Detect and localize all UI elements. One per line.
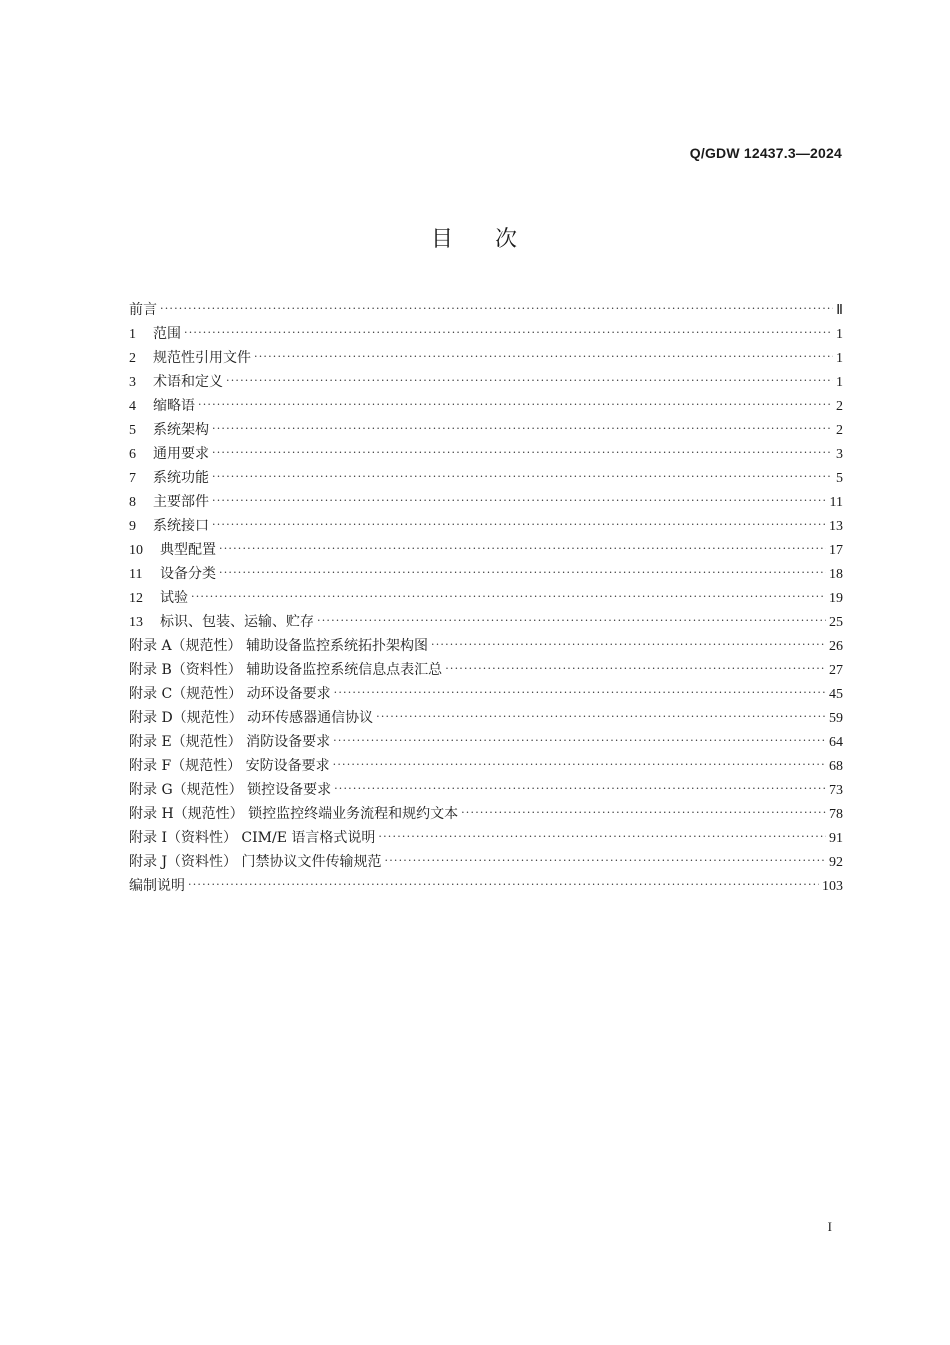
toc-dot-leader — [198, 393, 833, 417]
toc-entry-label — [129, 610, 314, 635]
toc-entry[interactable] — [129, 418, 843, 442]
toc-entry-number: 12 — [129, 591, 143, 606]
toc-entry[interactable] — [129, 634, 843, 658]
toc-entry-text: 编制说明 — [129, 878, 185, 894]
toc-entry-page: 2 — [836, 423, 843, 438]
toc-entry-text: 附录 I（资料性） CIM/E 语言格式说明 — [129, 830, 376, 846]
toc-entry[interactable] — [129, 730, 843, 754]
toc-entry-text: 附录 F（规范性） 安防设备要求 — [129, 758, 330, 774]
toc-entry-page: 59 — [829, 711, 843, 726]
toc-entry-text: 附录 A（规范性） 辅助设备监控系统拓扑架构图 — [129, 638, 429, 654]
toc-entry-label — [129, 346, 251, 371]
toc-entry-page: 91 — [829, 831, 843, 846]
toc-entry[interactable] — [129, 874, 843, 898]
toc-entry-text: 试验 — [160, 590, 188, 606]
toc-entry-text: 系统功能 — [153, 470, 209, 486]
toc-entry-text: 典型配置 — [160, 542, 216, 558]
toc-entry[interactable] — [129, 514, 843, 538]
toc-entry-page: 25 — [829, 615, 843, 630]
toc-entry-page: 1 — [836, 327, 843, 342]
toc-entry-page: 103 — [822, 879, 843, 894]
toc-entry[interactable] — [129, 298, 843, 322]
toc-dot-leader — [461, 801, 826, 825]
toc-dot-leader — [333, 753, 826, 777]
toc-entry-page: 1 — [836, 375, 843, 390]
toc-entry-text: 系统接口 — [153, 518, 209, 534]
toc-entry-number: 8 — [129, 495, 136, 510]
toc-dot-leader — [431, 633, 826, 657]
toc-entry[interactable] — [129, 442, 843, 466]
toc-entry-page: 2 — [836, 399, 843, 414]
toc-entry[interactable] — [129, 826, 843, 850]
toc-entry-page: 45 — [829, 687, 843, 702]
toc-dot-leader — [188, 873, 819, 897]
toc-entry[interactable] — [129, 850, 843, 874]
toc-entry-text: 附录 J（资料性） 门禁协议文件传输规范 — [129, 854, 382, 870]
toc-entry-label — [129, 394, 195, 419]
toc-entry-page: 3 — [836, 447, 843, 462]
toc-entry-page: Ⅱ — [836, 303, 843, 318]
toc-entry-page: 19 — [829, 591, 843, 606]
toc-entry[interactable] — [129, 754, 843, 778]
toc-entry-text: 系统架构 — [153, 422, 209, 438]
toc-entry-label — [129, 562, 216, 587]
toc-entry-number: 5 — [129, 423, 136, 438]
toc-dot-leader — [226, 369, 833, 393]
toc-dot-leader — [254, 345, 833, 369]
toc-entry-page: 18 — [829, 567, 843, 582]
table-of-contents — [129, 298, 843, 898]
toc-entry[interactable] — [129, 370, 843, 394]
toc-entry-page: 13 — [829, 519, 843, 534]
toc-entry-number: 10 — [129, 543, 143, 558]
toc-entry[interactable] — [129, 706, 843, 730]
toc-entry-label — [129, 754, 330, 778]
toc-entry-text: 附录 B（资料性） 辅助设备监控系统信息点表汇总 — [129, 662, 443, 678]
toc-dot-leader — [212, 489, 827, 513]
toc-entry-text: 缩略语 — [153, 398, 195, 414]
toc-entry-label — [129, 730, 330, 754]
toc-entry-page: 73 — [829, 783, 843, 798]
toc-entry-number: 2 — [129, 351, 136, 366]
toc-entry-label — [129, 802, 458, 826]
page-number: I — [827, 1219, 832, 1234]
toc-entry-label — [129, 418, 209, 443]
toc-entry-label — [129, 586, 188, 611]
toc-entry-page: 1 — [836, 351, 843, 366]
toc-entry-page: 78 — [829, 807, 843, 822]
toc-entry-label — [129, 658, 442, 682]
toc-entry[interactable] — [129, 658, 843, 682]
toc-entry-number: 13 — [129, 615, 143, 630]
toc-entry-text: 附录 G（规范性） 锁控设备要求 — [129, 782, 332, 798]
toc-entry-text: 范围 — [153, 326, 181, 342]
toc-entry-text: 附录 E（规范性） 消防设备要求 — [129, 734, 331, 750]
toc-entry-number: 6 — [129, 447, 136, 462]
toc-entry-number: 9 — [129, 519, 136, 534]
toc-dot-leader — [376, 705, 826, 729]
toc-dot-leader — [378, 825, 826, 849]
toc-entry-label — [129, 778, 331, 802]
toc-entry-page: 68 — [829, 759, 843, 774]
toc-entry-label — [129, 706, 373, 730]
title-char-left: 目 — [430, 227, 455, 252]
toc-dot-leader — [219, 537, 826, 561]
toc-entry[interactable] — [129, 610, 843, 634]
toc-entry[interactable] — [129, 490, 843, 514]
toc-entry-number: 1 — [129, 327, 136, 342]
toc-entry[interactable] — [129, 466, 843, 490]
toc-entry-label — [129, 538, 216, 563]
toc-dot-leader — [334, 777, 826, 801]
toc-dot-leader — [385, 849, 826, 873]
document-code: Q/GDW 12437.3—2024 — [689, 145, 842, 161]
toc-entry-text: 标识、包装、运输、贮存 — [160, 614, 314, 630]
toc-entry-label — [129, 826, 375, 850]
toc-entry[interactable] — [129, 802, 843, 826]
toc-entry-number: 11 — [129, 567, 143, 582]
toc-dot-leader — [160, 297, 833, 321]
toc-dot-leader — [212, 441, 833, 465]
toc-entry[interactable] — [129, 346, 843, 370]
toc-entry-text: 规范性引用文件 — [153, 350, 251, 366]
toc-entry-label — [129, 466, 209, 491]
toc-dot-leader — [212, 417, 833, 441]
toc-entry-number: 4 — [129, 399, 136, 414]
toc-entry[interactable] — [129, 562, 843, 586]
toc-entry-label — [129, 634, 428, 658]
toc-entry-text: 术语和定义 — [153, 374, 223, 390]
toc-entry-page: 92 — [829, 855, 843, 870]
toc-entry[interactable] — [129, 682, 843, 706]
toc-dot-leader — [212, 465, 833, 489]
toc-entry-page: 27 — [829, 663, 843, 678]
toc-dot-leader — [219, 561, 826, 585]
toc-entry-text: 通用要求 — [153, 446, 209, 462]
toc-entry-label — [129, 514, 209, 539]
toc-entry-text: 设备分类 — [160, 566, 216, 582]
toc-dot-leader — [317, 609, 826, 633]
title-char-right: 次 — [495, 227, 520, 252]
toc-entry-number: 7 — [129, 471, 136, 486]
toc-entry-text: 主要部件 — [153, 494, 209, 510]
toc-dot-leader — [445, 657, 826, 681]
toc-dot-leader — [184, 321, 833, 345]
toc-dot-leader — [212, 513, 826, 537]
toc-entry[interactable] — [129, 586, 843, 610]
page-title — [0, 222, 950, 253]
toc-entry-label — [129, 370, 223, 395]
toc-entry-text: 附录 D（规范性） 动环传感器通信协议 — [129, 710, 374, 726]
toc-entry-label — [129, 490, 209, 515]
toc-dot-leader — [191, 585, 826, 609]
toc-entry-label — [129, 322, 181, 347]
toc-dot-leader — [334, 681, 826, 705]
toc-entry[interactable] — [129, 322, 843, 346]
toc-entry-label — [129, 850, 382, 874]
toc-entry-label — [129, 298, 157, 322]
toc-entry-text: 附录 C（规范性） 动环设备要求 — [129, 686, 331, 702]
toc-entry-page: 64 — [829, 735, 843, 750]
toc-entry[interactable] — [129, 394, 843, 418]
toc-entry[interactable] — [129, 538, 843, 562]
toc-entry-label — [129, 442, 209, 467]
toc-entry-number: 3 — [129, 375, 136, 390]
toc-entry-page: 5 — [836, 471, 843, 486]
toc-entry-label — [129, 874, 185, 898]
toc-entry-page: 11 — [829, 495, 843, 510]
toc-entry-label — [129, 682, 331, 706]
toc-entry-text: 附录 H（规范性） 锁控监控终端业务流程和规约文本 — [129, 806, 459, 822]
toc-entry-page: 26 — [829, 639, 843, 654]
toc-entry-page: 17 — [829, 543, 843, 558]
toc-dot-leader — [333, 729, 826, 753]
toc-entry-text: 前言 — [129, 302, 157, 318]
toc-entry[interactable] — [129, 778, 843, 802]
